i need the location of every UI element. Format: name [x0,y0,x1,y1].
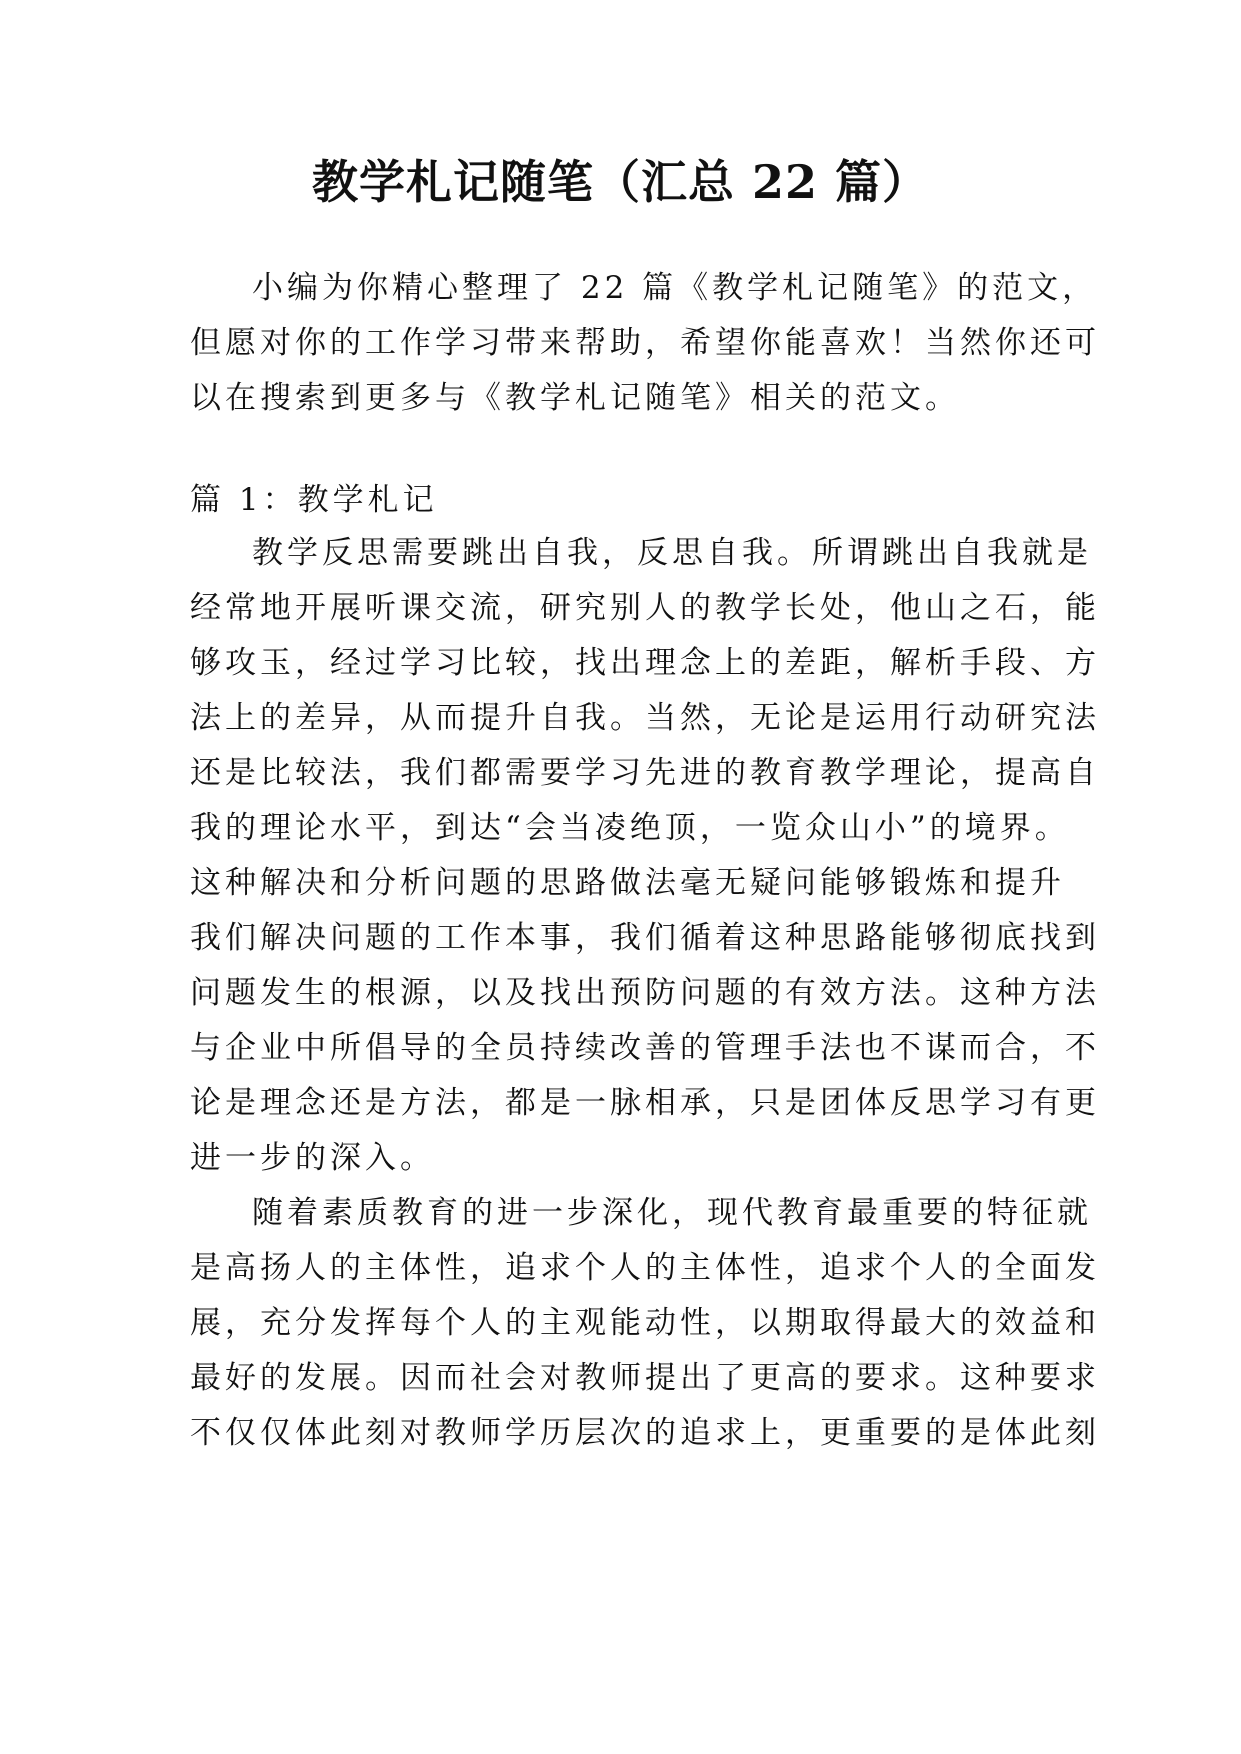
paragraph-line: 教学反思需要跳出自我，反思自我。所谓跳出自我就是 [252,535,1092,571]
paragraph-line: 我们解决问题的工作本事，我们循着这种思路能够彻底找到 [190,920,1100,956]
paragraph-line: 随着素质教育的进一步深化，现代教育最重要的特征就 [252,1195,1092,1231]
paragraph-line: 经常地开展听课交流，研究别人的教学长处，他山之石，能 [190,590,1100,626]
paragraph-line: 我的理论水平，到达“会当凌绝顶，一览众山小”的境界。 [190,810,1070,846]
paragraph-line: 法上的差异，从而提升自我。当然，无论是运用行动研究法 [190,700,1100,736]
paragraph-line: 还是比较法，我们都需要学习先进的教育教学理论，提高自 [190,755,1100,791]
paragraph-line: 问题发生的根源，以及找出预防问题的有效方法。这种方法 [190,975,1100,1011]
paragraph-line: 与企业中所倡导的全员持续改善的管理手法也不谋而合，不 [190,1030,1100,1066]
intro-line: 以在搜索到更多与《教学札记随笔》相关的范文。 [190,380,960,416]
paragraph-line: 展，充分发挥每个人的主观能动性，以期取得最大的效益和 [190,1305,1100,1341]
intro-line: 但愿对你的工作学习带来帮助，希望你能喜欢！当然你还可 [190,325,1100,361]
paragraph-line: 这种解决和分析问题的思路做法毫无疑问能够锻炼和提升 [190,865,1065,901]
paragraph-line: 不仅仅体此刻对教师学历层次的追求上，更重要的是体此刻 [190,1415,1100,1451]
intro-line: 小编为你精心整理了 22 篇《教学札记随笔》的范文， [252,270,1098,306]
paragraph-line: 最好的发展。因而社会对教师提出了更高的要求。这种要求 [190,1360,1100,1396]
section-heading: 篇 1：教学札记 [190,482,438,518]
document-title: 教学札记随笔（汇总 22 篇） [311,155,930,209]
paragraph-line: 进一步的深入。 [190,1140,435,1176]
paragraph-line: 是高扬人的主体性，追求个人的主体性，追求个人的全面发 [190,1250,1100,1286]
paragraph-line: 论是理念还是方法，都是一脉相承，只是团体反思学习有更 [190,1085,1100,1121]
paragraph-line: 够攻玉，经过学习比较，找出理念上的差距，解析手段、方 [190,645,1100,681]
